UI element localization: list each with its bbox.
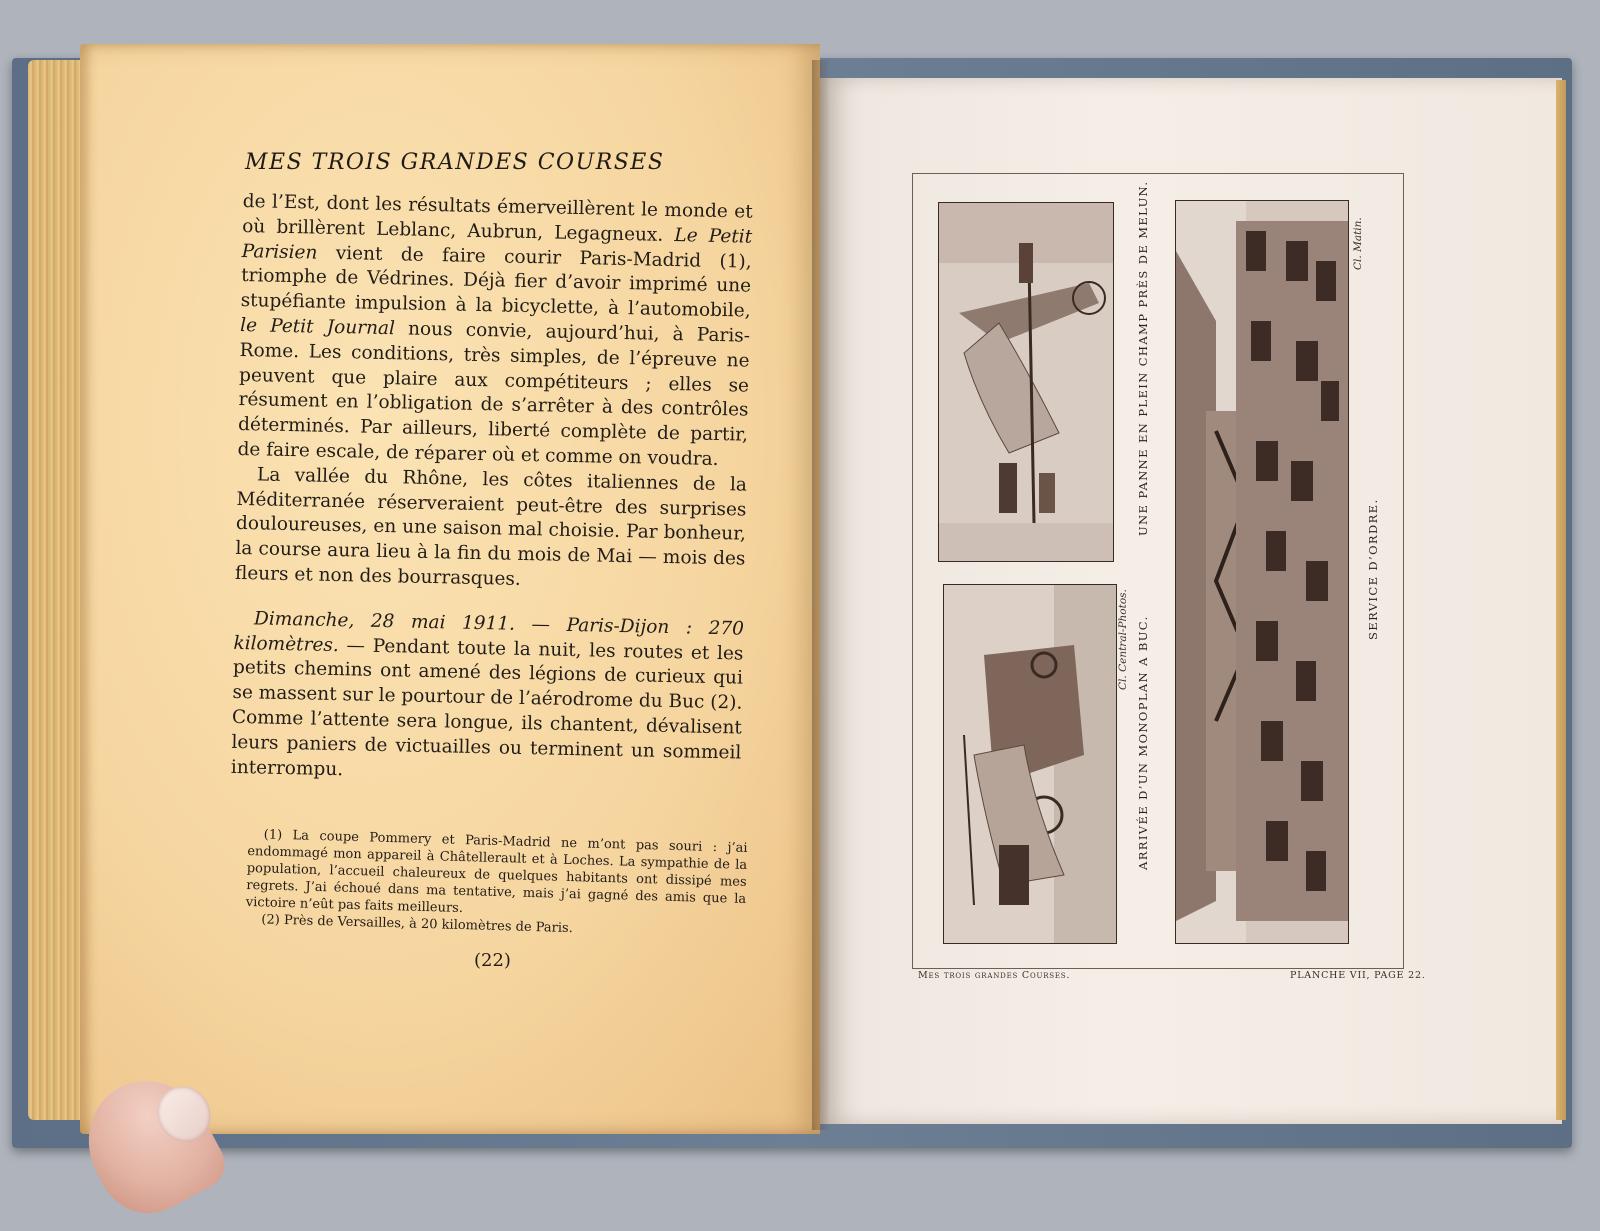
italic-title: le Petit Journal <box>239 314 396 340</box>
paragraph-3 <box>231 607 745 791</box>
paragraph-2: La vallée du Rhône, les côtes italiennes de la Méditerranée réserveraient peut-être des surprises douloureuses, en une saison mal choisie. Par bonheur, la course aura lieu à la fin du mois de Mai — mois des fleurs et non des bourrasques. <box>234 464 748 590</box>
footnote-2: (2) Près de Versailles, à 20 kilomètres de Paris. <box>261 912 574 937</box>
paragraph-3-heading: Dimanche, 28 mai 1911. — Paris-Dijon : 270 kilomètres. <box>233 608 745 656</box>
text-run: nous convie, aujourd’hui, à Paris-Rome. Les conditions, très simples, de l’épreuve ne peuvent que plaire aux compétiteurs ; elles se résument en l’obligation de s’arrêter à des contrôles déterminés. Par ailleurs, liberté complète de partir, de faire escale, de réparer où et comme on voudra. <box>237 318 751 470</box>
credit-central-photos: Cl. Central-Photos. <box>1117 589 1129 690</box>
caption-arrivee: ARRIVÉE D’UN MONOPLAN A BUC. <box>1136 615 1150 870</box>
paragraph-1 <box>237 190 753 473</box>
photo-monoplane-arrival <box>943 584 1117 944</box>
text-run: vient de faire courir Paris-Madrid (1), triomphe de Védrines. Déjà fier d’avoir imprimé une stupéfiante impulsion à la bicyclette, à l’automobile, <box>240 242 752 322</box>
caption-service: SERVICE D’ORDRE. <box>1366 498 1380 640</box>
footnotes <box>245 826 748 942</box>
plate-number: PLANCHE VII, PAGE 22. <box>1290 970 1426 981</box>
credit-matin: Cl. Matin. <box>1352 217 1364 270</box>
running-head: MES TROIS GRANDES COURSES <box>245 150 665 175</box>
text-run: de l’Est, dont les résultats émerveillèrent le monde et où brillèrent Leblanc, Aubrun, Legagneux. <box>242 190 753 246</box>
plate-title: Mes trois grandes Courses. <box>918 970 1071 981</box>
right-page-edge <box>1556 80 1566 1120</box>
caption-panne: UNE PANNE EN PLEIN CHAMP PRÈS DE MELUN. <box>1136 180 1150 536</box>
body-text <box>231 190 753 791</box>
book-gutter <box>812 60 830 1130</box>
paragraph-3-text: — Pendant toute la nuit, les routes et les petits chemins ont amené des légions de curieux qui se massent sur le pourtour de l’aérodrome du Buc (2). Comme l’attente sera longue, ils chantent, dévalisent leurs paniers de victuailles ou terminent un sommeil interrompu. <box>230 634 744 780</box>
photo-crowd-hangars <box>1175 200 1349 944</box>
italic-title: Le Petit Parisien <box>241 224 753 264</box>
page-number: (22) <box>474 950 511 971</box>
photo-monoplane-field <box>938 202 1114 562</box>
footnote-1: (1) La coupe Pommery et Paris-Madrid ne m’ont pas souri : j’ai endommagé mon appareil à Châtellerault et à Loches. La sympathie de la population, l’accueil chaleureux de quelques habitants ont dissipé mes regrets. J’ai échoué dans ma tentative, mais j’ai gagné des amis que la victoire n’eût pas faits meilleurs. <box>245 827 748 917</box>
